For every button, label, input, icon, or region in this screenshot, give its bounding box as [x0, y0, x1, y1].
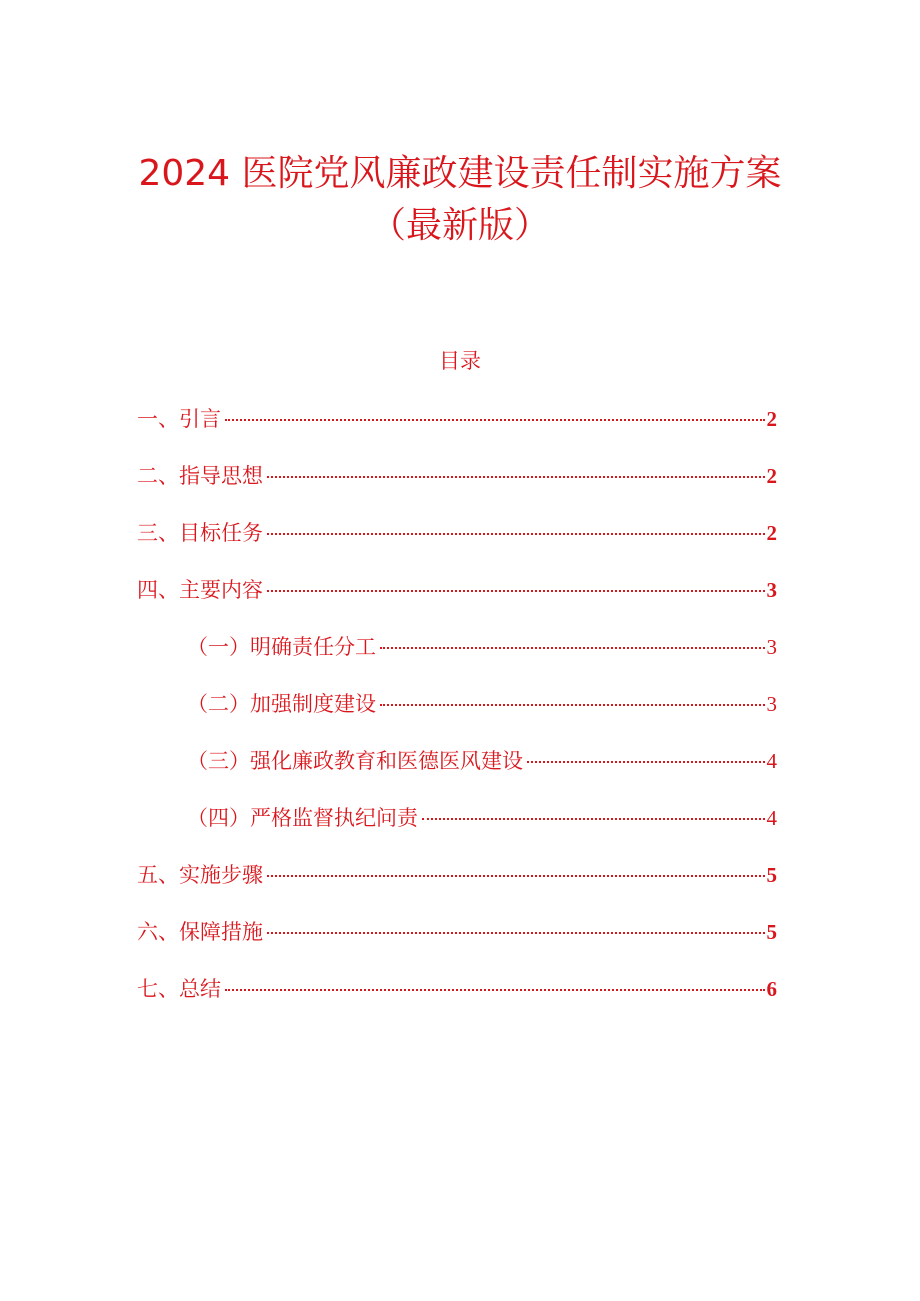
toc-entry-label: 四、主要内容 [137, 578, 263, 602]
toc-dot-leader [225, 419, 765, 421]
toc-entry-guiding-ideology[interactable] [137, 457, 777, 514]
toc-entry-label: （四）严格监督执纪问责 [187, 806, 418, 830]
toc-entry-page-number: 5 [766, 863, 777, 887]
toc-entry-introduction[interactable] [137, 400, 777, 457]
toc-entry-page-number: 3 [766, 635, 777, 659]
toc-entry-page-number: 4 [766, 806, 777, 830]
toc-subentry-responsibilities[interactable] [137, 628, 777, 685]
toc-entry-implementation-steps[interactable] [137, 856, 777, 913]
toc-dot-leader [267, 533, 765, 535]
toc-entry-label: 一、引言 [137, 407, 221, 431]
toc-dot-leader [422, 818, 765, 820]
title-line-2: （最新版） [369, 205, 550, 246]
toc-entry-label: 二、指导思想 [137, 464, 263, 488]
toc-entry-page-number: 4 [766, 749, 777, 773]
toc-entry-label: （一）明确责任分工 [187, 635, 376, 659]
toc-entry-label: 五、实施步骤 [137, 863, 263, 887]
toc-entry-label: 六、保障措施 [137, 920, 263, 944]
toc-dot-leader [225, 989, 765, 991]
table-of-contents [137, 400, 777, 1027]
toc-dot-leader [267, 932, 765, 934]
toc-entry-objectives[interactable] [137, 514, 777, 571]
title-line-1: 2024 医院党风廉政建设责任制实施方案 [138, 153, 782, 194]
toc-entry-label: （二）加强制度建设 [187, 692, 376, 716]
toc-entry-page-number: 6 [766, 977, 777, 1001]
toc-dot-leader [267, 476, 765, 478]
toc-entry-page-number: 2 [766, 521, 777, 545]
document-title [0, 148, 920, 252]
toc-heading: 目录 [439, 349, 481, 373]
toc-dot-leader [380, 704, 765, 706]
toc-entry-label: 三、目标任务 [137, 521, 263, 545]
toc-entry-page-number: 5 [766, 920, 777, 944]
toc-entry-safeguards[interactable] [137, 913, 777, 970]
toc-entry-page-number: 3 [766, 692, 777, 716]
toc-entry-label: （三）强化廉政教育和医德医风建设 [187, 749, 523, 773]
toc-subentry-integrity-education[interactable] [137, 742, 777, 799]
toc-entry-label: 七、总结 [137, 977, 221, 1001]
toc-dot-leader [267, 590, 765, 592]
toc-entry-summary[interactable] [137, 970, 777, 1027]
toc-dot-leader [267, 875, 765, 877]
toc-subentry-supervision[interactable] [137, 799, 777, 856]
toc-subentry-system-building[interactable] [137, 685, 777, 742]
toc-entry-page-number: 2 [766, 464, 777, 488]
toc-dot-leader [527, 761, 765, 763]
toc-entry-page-number: 2 [766, 407, 777, 431]
toc-dot-leader [380, 647, 765, 649]
toc-entry-page-number: 3 [766, 578, 777, 602]
toc-entry-main-content[interactable] [137, 571, 777, 628]
